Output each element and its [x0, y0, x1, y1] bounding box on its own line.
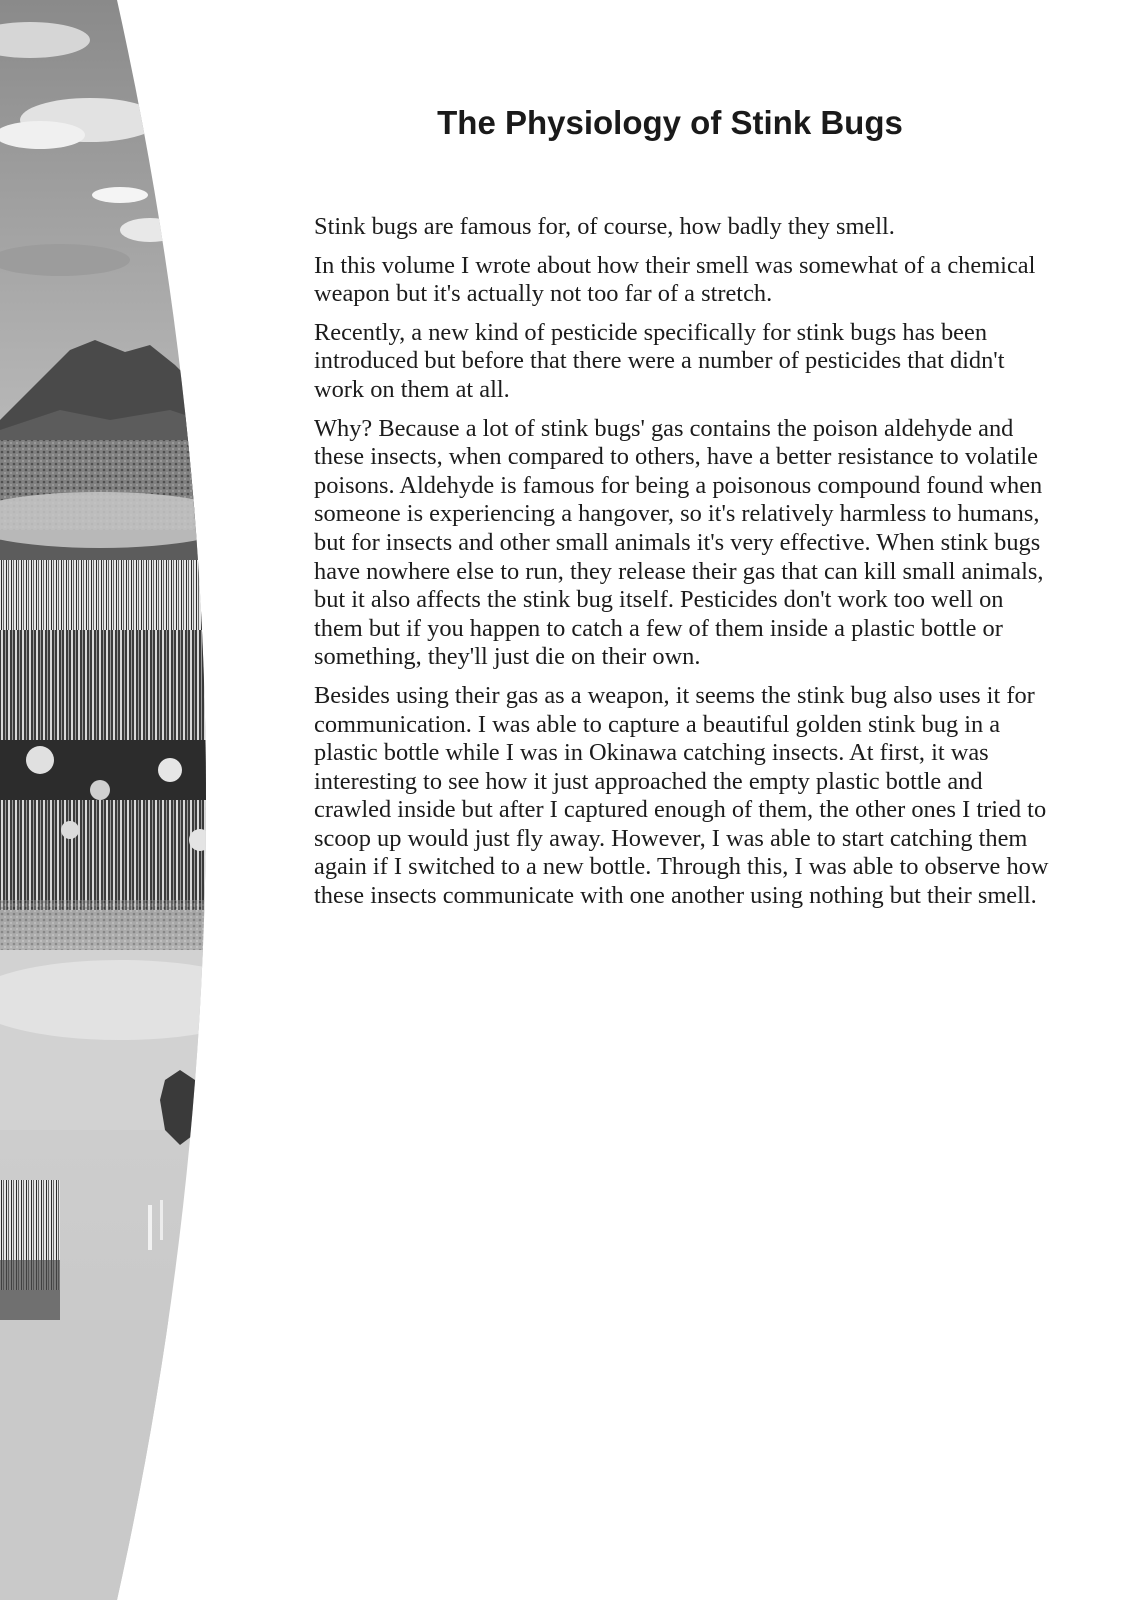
landscape-illustration — [0, 0, 260, 1600]
article-title: The Physiology of Stink Bugs — [437, 104, 903, 141]
article-body — [314, 213, 1049, 921]
paragraph: Recently, a new kind of pesticide specifically for stink bugs has been introduced but before that there were a number of pesticides that didn't work on them at all. — [314, 318, 1005, 403]
paragraph: Stink bugs are famous for, of course, how badly they smell. — [314, 213, 895, 240]
paragraph: Besides using their gas as a weapon, it seems the stink bug also uses it for communication. I was able to capture a beautiful golden stink bug in a plastic bottle while I was in Okinawa catching insects. At first, it was interesting to see how it just approached the empty plastic bottle and crawled inside but after I captured enough of them, the other ones I tried to scoop up would just fly away. However, I was able to start catching them again if I switched to a new bottle. Through this, I was able to observe how these insects communicate with one another using nothing but their smell. — [314, 681, 1049, 910]
paragraph: Why? Because a lot of stink bugs' gas contains the poison aldehyde and these insects, when compared to others, have a better resistance to volatile poisons. Aldehyde is famous for being a poisonous compound found when someone is experiencing a hangover, so it's relatively harmless to humans, but for insects and other small animals it's very effective. When stink bugs have nowhere else to run, they release their gas that can kill small animals, but it also affects the stink bug itself. Pesticides don't work too well on them but if you happen to catch a few of them inside a plastic bottle or something, they'll just die on their own. — [314, 414, 1044, 671]
paragraph: In this volume I wrote about how their smell was somewhat of a chemical weapon but it's actually not too far of a stretch. — [314, 251, 1036, 308]
